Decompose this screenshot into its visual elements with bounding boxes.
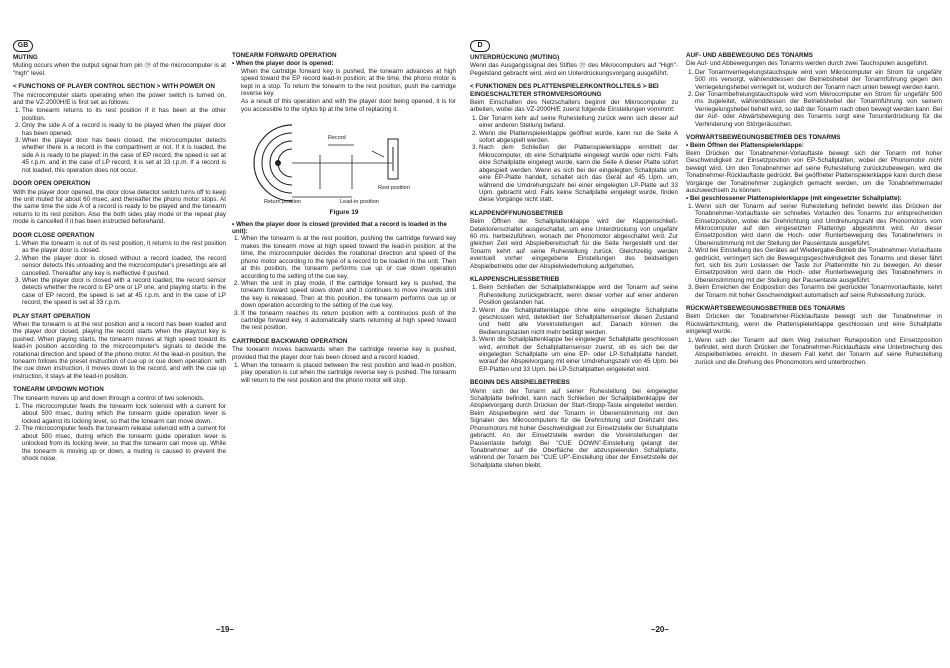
list-item: 1. Der Tonarmverriegelungstauchspule wird vom Mikrocomputer ein Strom für ungefähr 500 ms versorgt, währenddessen der Betriebshebel der Tonarmführung gegen den Verriegelungshebel verriegelt ist, wodurch der Tonarm nach unten bewegt werden kann. — [695, 69, 942, 91]
list-item: 2. Wird bei Einstellung des Gerätes auf Wiedergabe-Betrieb die Tonabnehmer-Vorlauftaste gedrückt, verringert sich die Bewegungsgeschwindigkeit des Tonarms und dieser fährt fort, sich bis zum Loslassen der Taste zur Plattenmitte hin zu bewegen. An dieser Einsetzposition wird dann die Hoch- oder Runterbewegung des Tonabnehmers in Übereinstimmung mit der Stellung der Pausentaste ausgeführt. — [695, 247, 942, 284]
list-item: 2. Wenn die Plattenspielerklappe geöffnet wurde, kann nur die Seite A sofort abgespielt werden. — [479, 130, 678, 145]
page-number: –20– — [651, 625, 669, 634]
list-item: 2. Wenn die Schallplattenklappe ohne eine eingelegte Schallplatte geschlossen wird, detektiert der Schallplattensensor diesen Zustand und hebt alle Voreinstellungen auf. Danach können die Bedienungstasten nicht mehr betätigt werden. — [479, 307, 678, 337]
subheading: • Bei geschlossener Plattenspielerklappe (mit eingesetzter Schallplatte): — [686, 195, 902, 203]
tonearm-diagram — [232, 117, 456, 207]
right-column-2 — [686, 52, 942, 366]
figure-caption: Figure 19 — [329, 209, 359, 217]
section-title: AUF- UND ABBEWEGUNG DES TONARMS — [686, 52, 813, 59]
list-item: 3. When the player door is closed with a record loaded, the record sensor detects whether the record is EP one or LP one, and playing starts: in the case of EP record, the speed is set at 45 r.p.m. and in the case of LP record, the speed is set at 33 r.p.m. — [22, 277, 226, 307]
list-item: 1. The microcomputer feeds the tonearm lock solenoid with a current for about 500 msec, during which the tonearm guide operation lever is locked against its locking lever, so that the tonearm can move down. — [22, 403, 226, 425]
list-item: 3. Nach dem Schließen der Plattenspielerklappe ermittelt der Mikrocomputer, ob eine Schallplatte eingelegt wurde oder nicht. Falls eine Schallplatte eingelegt wurde, kann die Seite A dieser Platte sofort abgespielt werden. Wenn es sich bei der eingelegten Schallplatte um eine EP-Platte handelt, schaltet sich das Gerät auf 45 Upm. um, während die Umdrehungszahl bei einer eingelegten LP-Platte auf 33 Upm. gebracht wird. Falls keine Schallplatte eingelegt wurde, finden diese Vorgänge nicht statt. — [479, 144, 678, 203]
section-title: < FUNKTIONEN DES PLATTENSPIELERKONTROLLTEILS > BEI EINGESCHALTETER STROMVERSORGUNG — [470, 83, 659, 98]
section-title: VORWÄRTSBEWEGUNGSBETRIEB DES TONARMS — [686, 134, 841, 142]
numbered-list — [13, 107, 226, 174]
paragraph: When the tonearm is at the rest position and a record has been loaded and the player door closed, playing the record starts when the play/cut key is pushed. When playing starts, the tonearm moves at high speed toward its lead-in position according to the microcomputer's signals to decide the rotational direction and speed of the phono motor. At the lead-in position, the tonearm follows the preset instruction of cue up or cue down operation: with the cue down instruction, it moves down to the record, and with the cue up instruction, it stays at the lead-in position. — [13, 321, 226, 380]
list-item: 2. When the player door is closed without a record loaded, the record sensor detects this unloading and the microcomputer's presettings are all cancelled. Thereafter any key is ineffective if pushed. — [22, 255, 226, 277]
subheading: • Beim Öffnen der Plattenspielerklappe: — [686, 142, 805, 150]
list-item: 3. When the player door has been closed, the microcomputer detects whether there is a record in the compartment or not. If it is loaded, the side A is ready to be played: in the case of EP record, the speed is set at 45 r.p.m. and in the case of LP record, it is set at 33 r.p.m. If a record is not loaded, this operation does not occur. — [22, 137, 226, 174]
section-title: PLAY START OPERATION — [13, 312, 91, 320]
section-title: < FUNCTIONS OF PLAYER CONTROL SECTION > WITH POWER ON — [13, 83, 215, 91]
left-column-2 — [232, 52, 456, 384]
figure-19 — [232, 117, 456, 207]
numbered-list — [13, 240, 226, 307]
paragraph: Muting occurs when the output signal from pin ㊴ of the microcomputer is at "high" level. — [13, 62, 226, 77]
paragraph: Wenn sich der Tonarm auf seiner Ruhestellung bei eingelegter Schallplatte befindet, kann nach Schließen der Schallplattenklappe der Abspielvorgang durch Drücken der Start-/Stopp-Taste eingeleitet werden. Beim Abspielbeginn wird der Tonarm in Übereinstimmung mit den Signalen des Mikrocomputers für die Drehrichtung und Drehzahl des Phonomotors mit hoher Geschwindigkeit zur Einsetzstelle der Schallplatte gebracht. An der Einsetzstelle werden die Voreinstellungen der Pausentaste befolgt. Bei "CUE DOWN"-Einstellung gelangt der Tonabnehmer auf die Oberfläche der abzuspielenden Schallplatte, während der Tonarm bei "CUE UP"-Einstellung über der Einsetzstelle der Schallplatte stehen bleibt. — [470, 387, 678, 469]
section-title: TONEARM UP/DOWN MOTION — [13, 386, 104, 394]
numbered-list — [13, 403, 226, 462]
list-item: 1. Der Tonarm kehr auf seine Ruhestellung zurück wenn sich dieser auf einer anderen Stellung befand. — [479, 115, 678, 130]
paragraph: Die Auf- und Abbewegungen des Tonarms werden durch zwei Tauchspulen ausgeführt. — [686, 60, 929, 68]
paragraph: As a result of this operation and with the player door being opened, it is for you accessible to the stylus tip at the time of replacing it. — [241, 98, 456, 113]
section-title: KLAPPENÖFFNUNGSBETRIEB — [470, 209, 564, 217]
numbered-list — [470, 284, 678, 373]
list-item: 1. Wenn sich der Tonarm auf seiner Ruhestellung befindet bewirkt das Drücken der Tonabnehmer-Vorlauftaste ein schnelles Vorlaufen des Tonarms zur entsprechenden Einsetzposition, wobei die Drehrichtung und Umdrehungszahl des Phonomotors vom Mikrocomputer auf den eingesetzten Plattentyp abgestimmt wird. An dieser Einsetzposition wird dann die Hoch- oder Runterbewegung des Tonabnehmers in Übereinstimmung mit der Stellung der Pausentaste ausgeführt. — [695, 203, 942, 247]
section-title: BEGINN DES ABSPIELBETRIEBS — [470, 379, 570, 387]
section-title: CARTRIDGE BACKWARD OPERATION — [232, 337, 348, 345]
numbered-list — [232, 362, 456, 384]
left-column-1 — [13, 54, 226, 462]
language-badge-d: D — [470, 40, 490, 52]
list-item: 2. The microcomputer feeds the tonearm release solenoid with a current for about 500 msec, during which the tonearm guide operation lever is unlocked from its locking lever, so that the tonearm can move up. While the tonearm is moving up or down, a muting is caused to prevent the shock noise. — [22, 425, 226, 462]
subheading: • When the player door is opened: — [232, 60, 334, 68]
numbered-list — [686, 69, 942, 128]
list-item: 1. Beim Schließen der Schallplattenklappe wird der Tonarm auf seine Ruhestellung zurückgebracht, wenn dieser vorher auf einer anderen Position gestanden hat. — [479, 284, 678, 306]
paragraph: The tonearm moves backwards when the cartridge reverse key is pushed, provided that the player door has been closed and a record loaded. — [232, 346, 456, 361]
list-item: 3. If the tonearm reaches its return position with a continuous push of the cartridge forward key, it automatically starts returning at high speed toward the rest position. — [241, 310, 456, 332]
paragraph: Beim Drücken der Tonabnehmer-Rücklauftaste bewegt sich der Tonabnehmer in Rückwärtsrichtung, wenn die Plattenspielerklappe geschlossen und eine Schallplatte eingelegt wurde. — [686, 313, 942, 336]
numbered-list — [686, 337, 942, 367]
label-rest-position: Rest position — [378, 185, 410, 192]
paragraph: Beim Öffnen der Schallplattenklappe wird der Klappenschließ-Detektorenschalter ausgeschaltet, um eine Unterdrückung von ungefähr 60 ms. herbeizuführen, wonach der Phonomotor abgeschaltet wird. Zur gleichen Zeit wird Abspielbereitschaft für die Seite hergestellt und der Tonarm kehrt auf seine Ruhestellung zurück. Gleichzeitig werden eventuell vorher eingegebene Einstellungen des beidseitigen Abspielbetriebs oder der Abspielwiederholung aufgehoben. — [470, 218, 678, 270]
label-record: Record — [328, 135, 346, 142]
section-title: RÜCKWÄRTSBEWEGUNGSBETRIEB DES TONARMS — [686, 305, 846, 312]
numbered-list — [686, 203, 942, 299]
paragraph: The tonearm moves up and down through a control of two solenoids. — [13, 394, 205, 402]
section-title: MUTING — [13, 54, 38, 61]
paragraph: With the player door opened, the door close detector switch turns off to keep the unit muted for about 60 msec, and thereafter the phono motor stops. At the same time the side A of a record is ready to be played and the tonearm returns to its rest position. Also the both sides play mode or the repeat play mode is cancelled if it has been instructed beforehand. — [13, 188, 226, 226]
label-lead-in-position: Lead-in position — [340, 199, 379, 206]
paragraph: Beim Einschalten des Netzschalters beginnt der Mikrocomputer zu arbeiten, wobei das VZ-2000H/E zuerst folgende Einstellungen vornimmt: — [470, 99, 678, 114]
paragraph: When the cartridge forward key is pushed, the tonearm advances at high speed toward the EP record lead-in position; at the time, the phono motor is kept in a stop. To return the tonearm to the rest position, push the cartridge reverse key. — [241, 67, 456, 98]
section-title: UNTERDRÜCKUNG (MUTING) — [470, 54, 560, 61]
paragraph: The microcomputer starts operating when the power switch is turned on, and the VZ-2000H/E is first set as follows: — [13, 91, 226, 107]
list-item: 3. Beim Erreichen der Endposition des Tonarms bei gedrückter Tonarmvorlauftaste, kehrt der Tonarm mit hoher Geschwindigkeit automatisch auf seine Ruhestellung zurück. — [695, 284, 942, 299]
list-item: 1. The tonearm returns to its rest position if it has been at the other position. — [22, 107, 226, 122]
right-column-1 — [470, 54, 678, 470]
list-item: 1. When the tonearm is out of its rest position, it returns to the rest position as the player door is closed. — [22, 240, 226, 255]
numbered-list — [232, 235, 456, 331]
page-number: –19– — [216, 625, 234, 634]
language-badge-gb: GB — [13, 40, 33, 52]
list-item: 1. When the tonearm is at the rest position, pushing the cartridge forward key makes the tonearm move at high speed toward the lead-in position: at the time, the microcomputer decides the rotational direction and speed of the phono motor according to the type of a record to be loaded in the unit. Then at this position, the tonearm performs cue up or cue down operation according to the setting of the cue key. — [241, 235, 456, 279]
section-title: KLAPPENSCHLIESSBETRIEB — [470, 275, 560, 283]
list-item: 2. Der Tonarmbefreiungstauchspule wird vom Mikrocomputer ein Strom für ungefähr 500 ms zugeleitet, währenddessen der Betriebshebel der Tonarmführung von seinem Verriegelungshebel befreit wird, so daß der Tonarm nach oben bewegt werden kann. Bei der Auf- oder Abwärtsbewegung des Tonarms sorgt eine Tonunterdrückung für die Verhinderung von Störgeräuschen. — [695, 91, 942, 128]
list-item: 2. When the unit in play mode, if the cartridge forward key is pushed, the tonearm forward speed slows down and it continues to move inwards until the key is released. Then at this position, the tonearm performs cue up or down operation according to the setting of the cue key. — [241, 280, 456, 310]
subheading: • When the player door is closed (provided that a record is loaded in the unit): — [232, 220, 447, 236]
section-title: DOOR CLOSE OPERATION — [13, 231, 95, 239]
list-item: 3. Wenn die Schallplattenklappe bei eingelegter Schallplatte geschlossen wird, ermittelt der Schallplattensensor zuerst, ob es sich bei der eingelegten Schallplatte um eine EP- oder LP-Schallplatte handelt, worauf der Abspielvorgang mit einer Umdrehungszahl von 45 Upm. bei EP-Platten und 33 Upm. bei LP-Schallplatten eingeleitet wird. — [479, 336, 678, 373]
section-title: DOOR OPEN OPERATION — [13, 180, 91, 188]
paragraph: Beim Drücken der Tonabnehmer-Vorlauftaste bewegt sich der Tonarm mit hoher Geschwindigkeit zur Einsetzposition von EP-Schallplatten, wobei der Phonomotor nicht bewegt wird. Um den Tonabnehmer auf seine Ruhestellung zurückzubewegen, wird die Tonabnehmer-Rücklauftaste gedrückt. Bei geöffneter Plattenspielerklappe kann durch diese Vorgänge der Tonabnehmer zugänglich gemacht werden, um die Tonabnehmernadel auszuwechseln zu können. — [686, 149, 942, 194]
numbered-list — [470, 115, 678, 204]
label-return-position: Return position — [264, 199, 301, 206]
list-item: 1. When the tonearm is placed between the rest position and lead-in position, play operation is cut when the cartridge reverse key is pushed. The tonearm will return to the rest position and the phono motor will stop. — [241, 362, 456, 384]
list-item: 1. Wenn sich der Tonarm auf dem Weg zwischen Ruheposition und Einsetzposition befindet, wird durch Drücken der Tonabnehmer-Rücklauftaste eine Unterbrechung des Abspielbetriebes erreicht. In diesem Fall kehrt der Tonarm auf seine Ruhestellung zurück und die Drehung des Phonomotors wird unterbrochen. — [695, 337, 942, 367]
list-item: 2. Only the side A of a record is ready to be played when the player door has been opened. — [22, 122, 226, 137]
section-title: TONEARM FORWARD OPERATION — [232, 52, 337, 59]
paragraph: Wenn das Ausgangssignal des Stiftes ㊴ des Mikrocomputers auf "High"-Pegelstand gebracht wird, wird ein Unterdrückungsvorgang ausgeführt. — [470, 62, 678, 77]
